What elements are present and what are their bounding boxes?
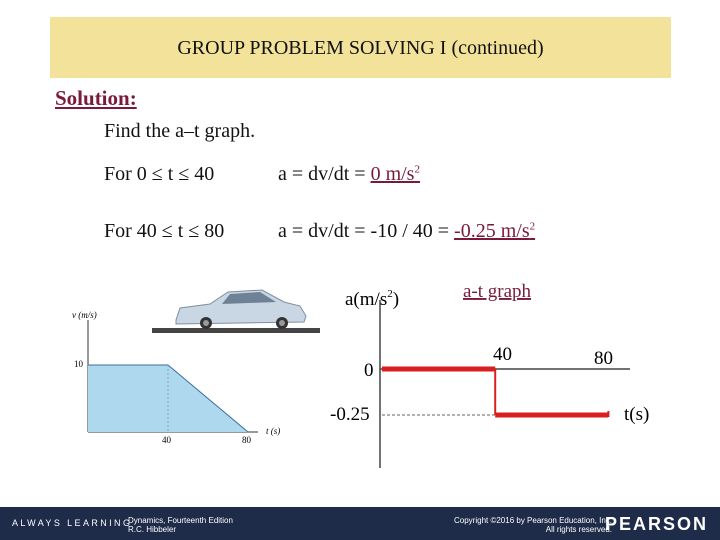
footer-book (128, 516, 233, 534)
eq2-range: For 40 ≤ t ≤ 80 (104, 220, 225, 242)
footer-book-title: Dynamics, Fourteenth Edition (128, 516, 233, 525)
eq2-value: -0.25 $m/s^2$ (454, 220, 536, 242)
vt-ylabel: v (m/s) (72, 310, 97, 320)
eq1-range: For 0 ≤ t ≤ 40 (104, 163, 215, 185)
footer-copyright-line2: All rights reserved. (545, 525, 612, 534)
at-ylabel: $a(m/s^2)$ (345, 288, 400, 310)
vt-xlabel: t (s) (266, 426, 281, 436)
at-label-neg: -0.25 (330, 404, 370, 425)
footer-copyright-line1: Copyright ©2016 by Pearson Education, Inc. (454, 516, 612, 525)
at-title: a-t graph (463, 281, 532, 302)
footer-copyright (454, 516, 612, 534)
at-xlabel: t(s) (624, 404, 650, 425)
vt-ytick: 10 (74, 359, 83, 369)
eq2-expr: a = dv/dt = -10 / 40 = (278, 220, 455, 242)
page-title: GROUP PROBLEM SOLVING I (continued) (177, 37, 544, 59)
at-label-zero: 0 (364, 360, 374, 381)
vt-xtick-80: 80 (242, 435, 251, 445)
at-graph (330, 281, 649, 468)
solution-label: Solution: (55, 86, 137, 110)
eq1-value: 0 $m/s^2$ (370, 163, 420, 185)
footer-bar (0, 507, 720, 540)
task-text: Find the a–t graph. (104, 120, 256, 142)
pearson-logo: PEARSON (604, 514, 708, 534)
footer-tagline: ALWAYS LEARNING (12, 518, 133, 528)
footer-book-author: R.C. Hibbeler (128, 525, 177, 534)
at-label-40: 40 (493, 344, 512, 365)
eq1-expr: a = dv/dt = (278, 163, 371, 185)
vt-xtick-40: 40 (162, 435, 171, 445)
at-label-80: 80 (594, 348, 613, 369)
car-illustration (152, 290, 320, 333)
